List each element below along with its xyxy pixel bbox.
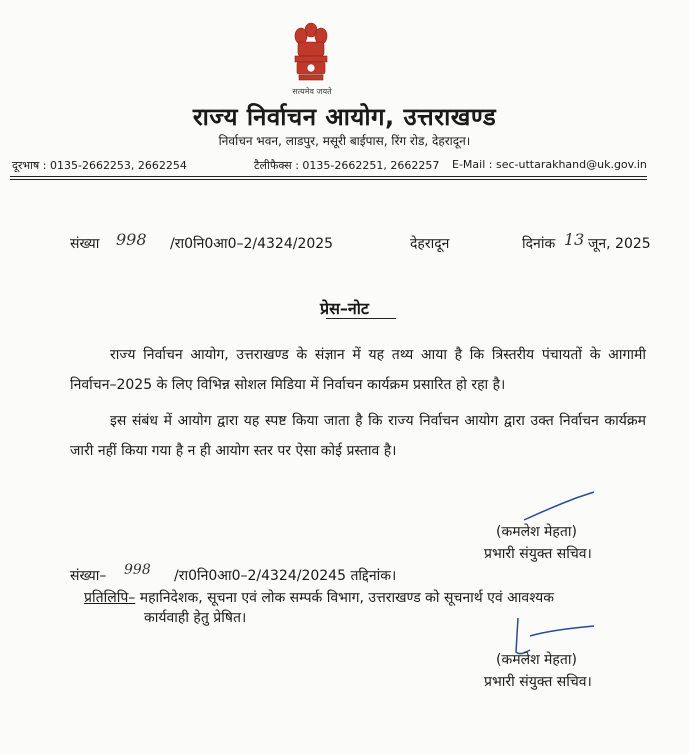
reference-date-day-handwritten: 13 [564, 230, 585, 249]
copy-reference-number-handwritten: 998 [124, 562, 151, 578]
press-note-heading: प्रेस–नोट [319, 299, 369, 318]
signatory-designation-2: प्रभारी संयुक्त सचिव। [484, 674, 592, 690]
copy-text-line-2: कार्यवाही हेतु प्रेषित। [144, 610, 247, 626]
signatory-designation-1: प्रभारी संयुक्त सचिव। [484, 546, 592, 562]
note-paragraph-2: इस संबंध में आयोग द्वारा यह स्पष्ट किया जाता है कि राज्य निर्वाचन आयोग द्वारा उक्त निर्वाचन कार्यक्रम जारी नहीं किया गया है न ही आयोग स्तर पर ऐसा कोई प्रस्ताव है। [70, 413, 646, 459]
phone-number: दूरभाष : 0135-2662253, 2662254 [12, 159, 187, 172]
reference-prefix: संख्या [70, 236, 100, 252]
reference-place: देहरादून [410, 236, 450, 252]
reference-code: /रा0नि0आ0–2/4324/2025 [170, 236, 334, 252]
fax-number: टैलीफैक्स : 0135-2662251, 2662257 [254, 159, 440, 172]
signatory-name-2: (कमलेश मेहता) [496, 652, 577, 668]
header-divider-double [10, 179, 647, 180]
reference-date-label: दिनांक [522, 236, 556, 252]
organization-address: निर्वाचन भवन, लाडपुर, मसूरी बाईपास, रिंग रोड, देहरादून। [218, 134, 471, 148]
organization-title: राज्य निर्वाचन आयोग, उत्तराखण्ड [192, 103, 497, 131]
copy-label: प्रतिलिपि– [84, 590, 136, 606]
header-divider [10, 176, 647, 177]
copy-reference-code: /रा0नि0आ0–2/4324/20245 तद्दिनांक। [174, 568, 397, 584]
emblem-motto: सत्यमेव जयते [292, 87, 332, 96]
reference-date-rest: जून, 2025 [588, 236, 651, 252]
note-paragraph-1: राज्य निर्वाचन आयोग, उत्तराखण्ड के संज्ञान में यह तथ्य आया है कि त्रिस्तरीय पंचायतों के आगामी निर्वाचन–2025 के लिए विभिन्न सोशल मिडिया में निर्वाचन कार्यक्रम प्रसारित हो रहा है। [70, 347, 646, 393]
copy-reference-prefix: संख्या– [70, 568, 107, 584]
copy-text-line-1: महानिदेशक, सूचना एवं लोक सम्पर्क विभाग, उत्तराखण्ड को सूचनार्थ एवं आवश्यक [139, 590, 555, 606]
heading-underline [326, 318, 396, 319]
email-address: E-Mail : sec-uttarakhand@uk.gov.in [452, 158, 647, 171]
reference-number-handwritten: 998 [116, 230, 147, 249]
signatory-name-1: (कमलेश मेहता) [496, 524, 577, 540]
state-emblem-icon [289, 20, 333, 90]
